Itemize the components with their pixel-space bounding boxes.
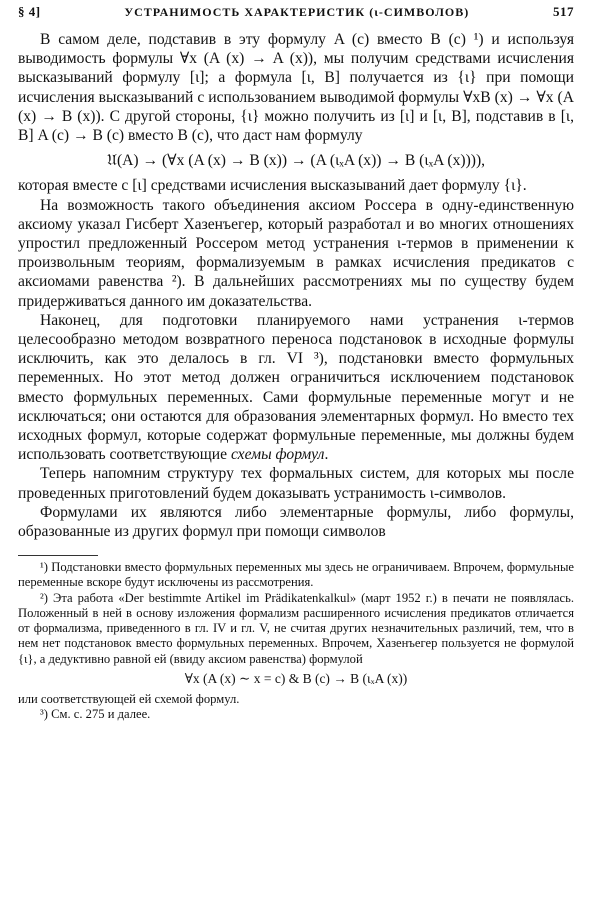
- footnote-2: ²) Эта работа «Der bestimmte Artikel im Prädikatenkalkul» (март 1952 г.) в печати не появлялась. Положенный в ней в основу изложения формализм расширенного исчисления предикатов отличается от формализма, приведенного в гл. IV и гл. V, не считая других незначительных различий, тем, что в нем нет подстановок вместо формульных переменных. Впрочем, Хазенъегер пользуется не формулой {ι}, а дедуктивно равной ей (ввиду аксиом равенства) формулой: [18, 590, 574, 666]
- paragraph-5: Формулами их являются либо элементарные формулы, либо формулы, образованные из других формул при помощи символов: [18, 503, 574, 541]
- footnote-1: ¹) Подстановки вместо формульных переменных мы здесь не ограничиваем. Впрочем, формульные переменные вскоре будут исключены из рассмотрения.: [18, 560, 574, 590]
- paragraph-4: Теперь напомним структуру тех формальных систем, для которых мы после проведенных приготовлений будем доказывать устранимость ι-символов.: [18, 465, 574, 502]
- paragraph-3-end: .: [324, 446, 329, 464]
- running-title: УСТРАНИМОСТЬ ХАРАКТЕРИСТИК (ι-СИМВОЛОВ): [124, 5, 470, 19]
- footnotes: [18, 560, 574, 722]
- display-formula: 𝔘(A) → (∀x (A (x) → B (x)) → (A (ιₓA (x)) → B (ιₓA (x)))),: [106, 152, 486, 170]
- paragraph-3-text: Наконец, для подготовки планируемого нами устранения ι-термов целесообразно методом возвратного переноса подстановок в исходные формулы исключить, как это делалось в гл. VI ³), подстановки вместо формульных переменных. Но этот метод должен ограничиться исключением подстановок вместо формульных переменных. Сами формульные переменные могут и не исключаться; они остаются для образования элементарных формул. Но вместо тех исходных формул, которые содержат формульные переменные, мы должны будем использовать соответствующие: [18, 311, 574, 464]
- footnote-divider: [18, 555, 98, 556]
- running-header: [18, 4, 574, 26]
- paragraph-3: [18, 311, 574, 465]
- paragraph-3-emphasis: схемы формул: [230, 446, 325, 464]
- footnote-3: ³) См. с. 275 и далее.: [40, 707, 151, 722]
- paragraph-1-continuation: которая вместе с [ι] средствами исчисления высказываний дает формулу {ι}.: [18, 177, 527, 195]
- page-number: 517: [552, 4, 574, 19]
- paragraph-2: На возможность такого объединения аксиом Россера в одну-единственную аксиому указал Гисберт Хазенъегер, который разработал и во многих отношениях упростил предложенный Россером метод устранения ι-термов в применении к произвольным теориям, формализуемым в рамках исчисления предикатов с аксиомами равенства ²). В дальнейших рассмотрениях мы по существу будем придерживаться данного им доказательства.: [18, 196, 574, 310]
- paragraph-1: В самом деле, подставив в эту формулу A (c) вместо B (c) ¹) и используя выводимость формулы ∀x (A (x) → A (x)), мы получим средствами исчисления высказываний формулу [ι]; а формула [ι, B] получается из {ι} при помощи исчисления высказываний с использованием выводимой формулы ∀xB (x) → ∀x (A (x) → B (x)). С другой стороны, {ι} можно получить из [ι] и [ι, B], подставив в [ι, B] A (c) → B (c) вместо B (c), что даст нам формулу: [18, 31, 574, 145]
- main-text: [18, 30, 574, 541]
- footnote-2-continuation: или соответствующей ей схемой формул.: [18, 691, 240, 706]
- book-page: [18, 4, 574, 722]
- section-marker: § 4]: [18, 4, 41, 19]
- footnote-formula: ∀x (A (x) ∼ x = c) & B (c) → B (ιₓA (x)): [184, 670, 408, 686]
